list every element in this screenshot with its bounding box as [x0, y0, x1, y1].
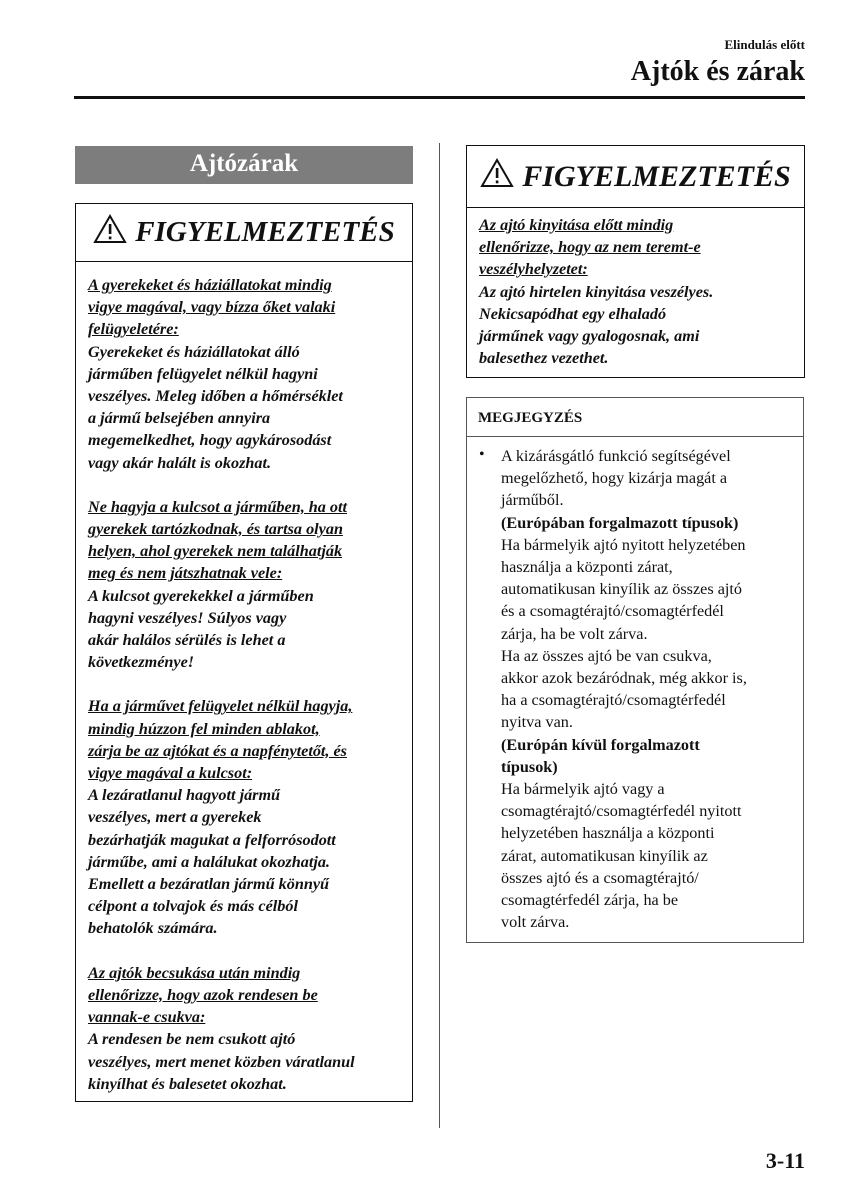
warning-heading-line: Az ajtók becsukása után mindig	[88, 963, 301, 982]
warning-heading-line: felügyeletére:	[88, 320, 179, 339]
note-line: A kizárásgátló funkció segítségével	[501, 447, 731, 465]
warning-text-line: a jármű belsejében annyira	[88, 409, 271, 428]
warning-heading-line: vannak-e csukva:	[88, 1008, 206, 1027]
column-divider	[439, 143, 440, 1128]
note-line: Ha bármelyik ajtó vagy a	[501, 780, 665, 799]
note-line: Ha az összes ajtó be van csukva,	[501, 646, 712, 665]
warning-heading-line: zárja be az ajtókat és a napfénytetőt, és	[88, 741, 347, 760]
warning-triangle-icon	[93, 214, 135, 252]
warning-text-line: Gyerekeket és háziállatokat álló	[88, 342, 300, 361]
right-warning-box	[466, 145, 805, 378]
note-line: használja a központi zárat,	[501, 558, 673, 577]
page-number: 3-11	[765, 1148, 805, 1173]
right-warning-header	[467, 146, 804, 208]
warning-text-line: veszélyes. Meleg időben a hőmérséklet	[88, 387, 343, 406]
page-title: Ajtók és zárak	[630, 56, 805, 87]
note-line: csomagtérajtó/csomagtérfedél nyitott	[501, 802, 742, 821]
warning-text-line: járműben felügyelet nélkül hagyni	[88, 364, 318, 383]
warning-heading-line: ellenőrizze, hogy az nem teremt-e	[479, 238, 701, 257]
note-line: zárat, automatikusan kinyílik az	[501, 846, 708, 865]
note-line: helyzetében használja a központi	[501, 824, 715, 843]
warning-heading-line: mindig húzzon fel minden ablakot,	[88, 719, 320, 738]
warning-paragraph	[479, 214, 804, 369]
warning-paragraph	[88, 274, 412, 474]
right-warning-title: FIGYELMEZTETÉS	[522, 159, 791, 193]
note-text	[501, 445, 793, 933]
warning-text-line: A rendesen be nem csukott ajtó	[88, 1030, 296, 1049]
warning-text-line: célpont a tolvajok és más célból	[88, 897, 298, 916]
header-divider	[74, 96, 805, 99]
warning-text-line: hagyni veszélyes! Súlyos vagy	[88, 608, 287, 627]
warning-text-line: balesethez vezethet.	[479, 349, 609, 368]
warning-text-line: A lezáratlanul hagyott jármű	[88, 786, 281, 805]
warning-text-line: A kulcsot gyerekekkel a járműben	[88, 586, 314, 605]
warning-text-line: veszélyes, mert menet közben váratlanul	[88, 1052, 355, 1071]
note-line: automatikusan kinyílik az összes ajtó	[501, 580, 742, 599]
warning-text-line: Nekicsapódhat egy elhaladó	[479, 304, 667, 323]
left-warning-body	[76, 262, 412, 1095]
warning-heading-line: helyen, ahol gyerekek nem találhatják	[88, 542, 343, 561]
note-line: járműből.	[501, 491, 564, 510]
warning-text-line: kinyílhat és balesetet okozhat.	[88, 1074, 287, 1093]
warning-text-line: Az ajtó hirtelen kinyitása veszélyes.	[479, 282, 714, 301]
warning-text-line: akár halálos sérülés is lehet a	[88, 631, 286, 650]
warning-heading-line: vigye magával a kulcsot:	[88, 764, 253, 783]
note-line: összes ajtó és a csomagtérajtó/	[501, 868, 699, 887]
note-title: MEGJEGYZÉS	[467, 398, 803, 437]
note-line: Ha bármelyik ajtó nyitott helyzetében	[501, 535, 746, 554]
warning-text-line: vagy akár halált is okozhat.	[88, 453, 272, 472]
warning-text-line: következménye!	[88, 653, 195, 672]
warning-text-line: megemelkedhet, hogy agykárosodást	[88, 431, 332, 450]
warning-heading-line: Ne hagyja a kulcsot a járműben, ha ott	[88, 497, 348, 516]
note-box	[466, 397, 804, 943]
note-line: (Európán kívül forgalmazott	[501, 735, 700, 754]
warning-triangle-icon	[480, 158, 522, 196]
left-warning-title: FIGYELMEZTETÉS	[135, 216, 395, 248]
warning-heading-line: A gyerekeket és háziállatokat mindig	[88, 276, 332, 294]
warning-text-line: járműnek vagy gyalogosnak, ami	[479, 327, 700, 346]
note-line: megelőzhető, hogy kizárja magát a	[501, 469, 728, 488]
note-line: volt zárva.	[501, 913, 570, 932]
warning-text-line: Emellett a bezáratlan jármű könnyű	[88, 875, 330, 894]
note-line: nyitva van.	[501, 713, 573, 732]
warning-text-line: járműbe, ami a halálukat okozhatja.	[88, 852, 330, 871]
left-warning-header	[76, 204, 412, 262]
note-line: (Európában forgalmazott típusok)	[501, 513, 739, 532]
section-heading: Ajtózárak	[75, 146, 413, 184]
note-line: akkor azok bezáródnak, még akkor is,	[501, 669, 747, 688]
warning-heading-line: ellenőrizze, hogy azok rendesen be	[88, 985, 318, 1004]
warning-heading-line: vigye magával, vagy bízza őket valaki	[88, 298, 336, 317]
bullet-icon: •	[479, 446, 485, 463]
warning-heading-line: Ha a járművet felügyelet nélkül hagyja,	[88, 697, 353, 716]
warning-heading-line: meg és nem játszhatnak vele:	[88, 564, 283, 583]
note-line: ha a csomagtérajtó/csomagtérfedél	[501, 691, 726, 710]
warning-text-line: veszélyes, mert a gyerekek	[88, 808, 262, 827]
note-line: zárja, ha be volt zárva.	[501, 624, 648, 643]
warning-text-line: behatolók számára.	[88, 919, 218, 938]
note-line: típusok)	[501, 757, 558, 776]
warning-paragraph	[88, 695, 412, 939]
note-line: csomagtérfedél zárja, ha be	[501, 891, 679, 910]
section-label: Elindulás előtt	[724, 37, 805, 52]
warning-heading-line: veszélyhelyzetet:	[479, 260, 588, 279]
warning-paragraph	[88, 962, 412, 1095]
warning-heading-line: Az ajtó kinyitása előtt mindig	[479, 216, 674, 234]
note-line: és a csomagtérajtó/csomagtérfedél	[501, 602, 724, 621]
right-warning-body	[467, 208, 804, 369]
warning-paragraph	[88, 496, 412, 674]
warning-text-line: bezárhatják magukat a felforrósodott	[88, 830, 336, 849]
left-warning-box	[75, 203, 413, 1102]
note-body	[467, 437, 803, 933]
warning-heading-line: gyerekek tartózkodnak, és tartsa olyan	[88, 520, 343, 539]
